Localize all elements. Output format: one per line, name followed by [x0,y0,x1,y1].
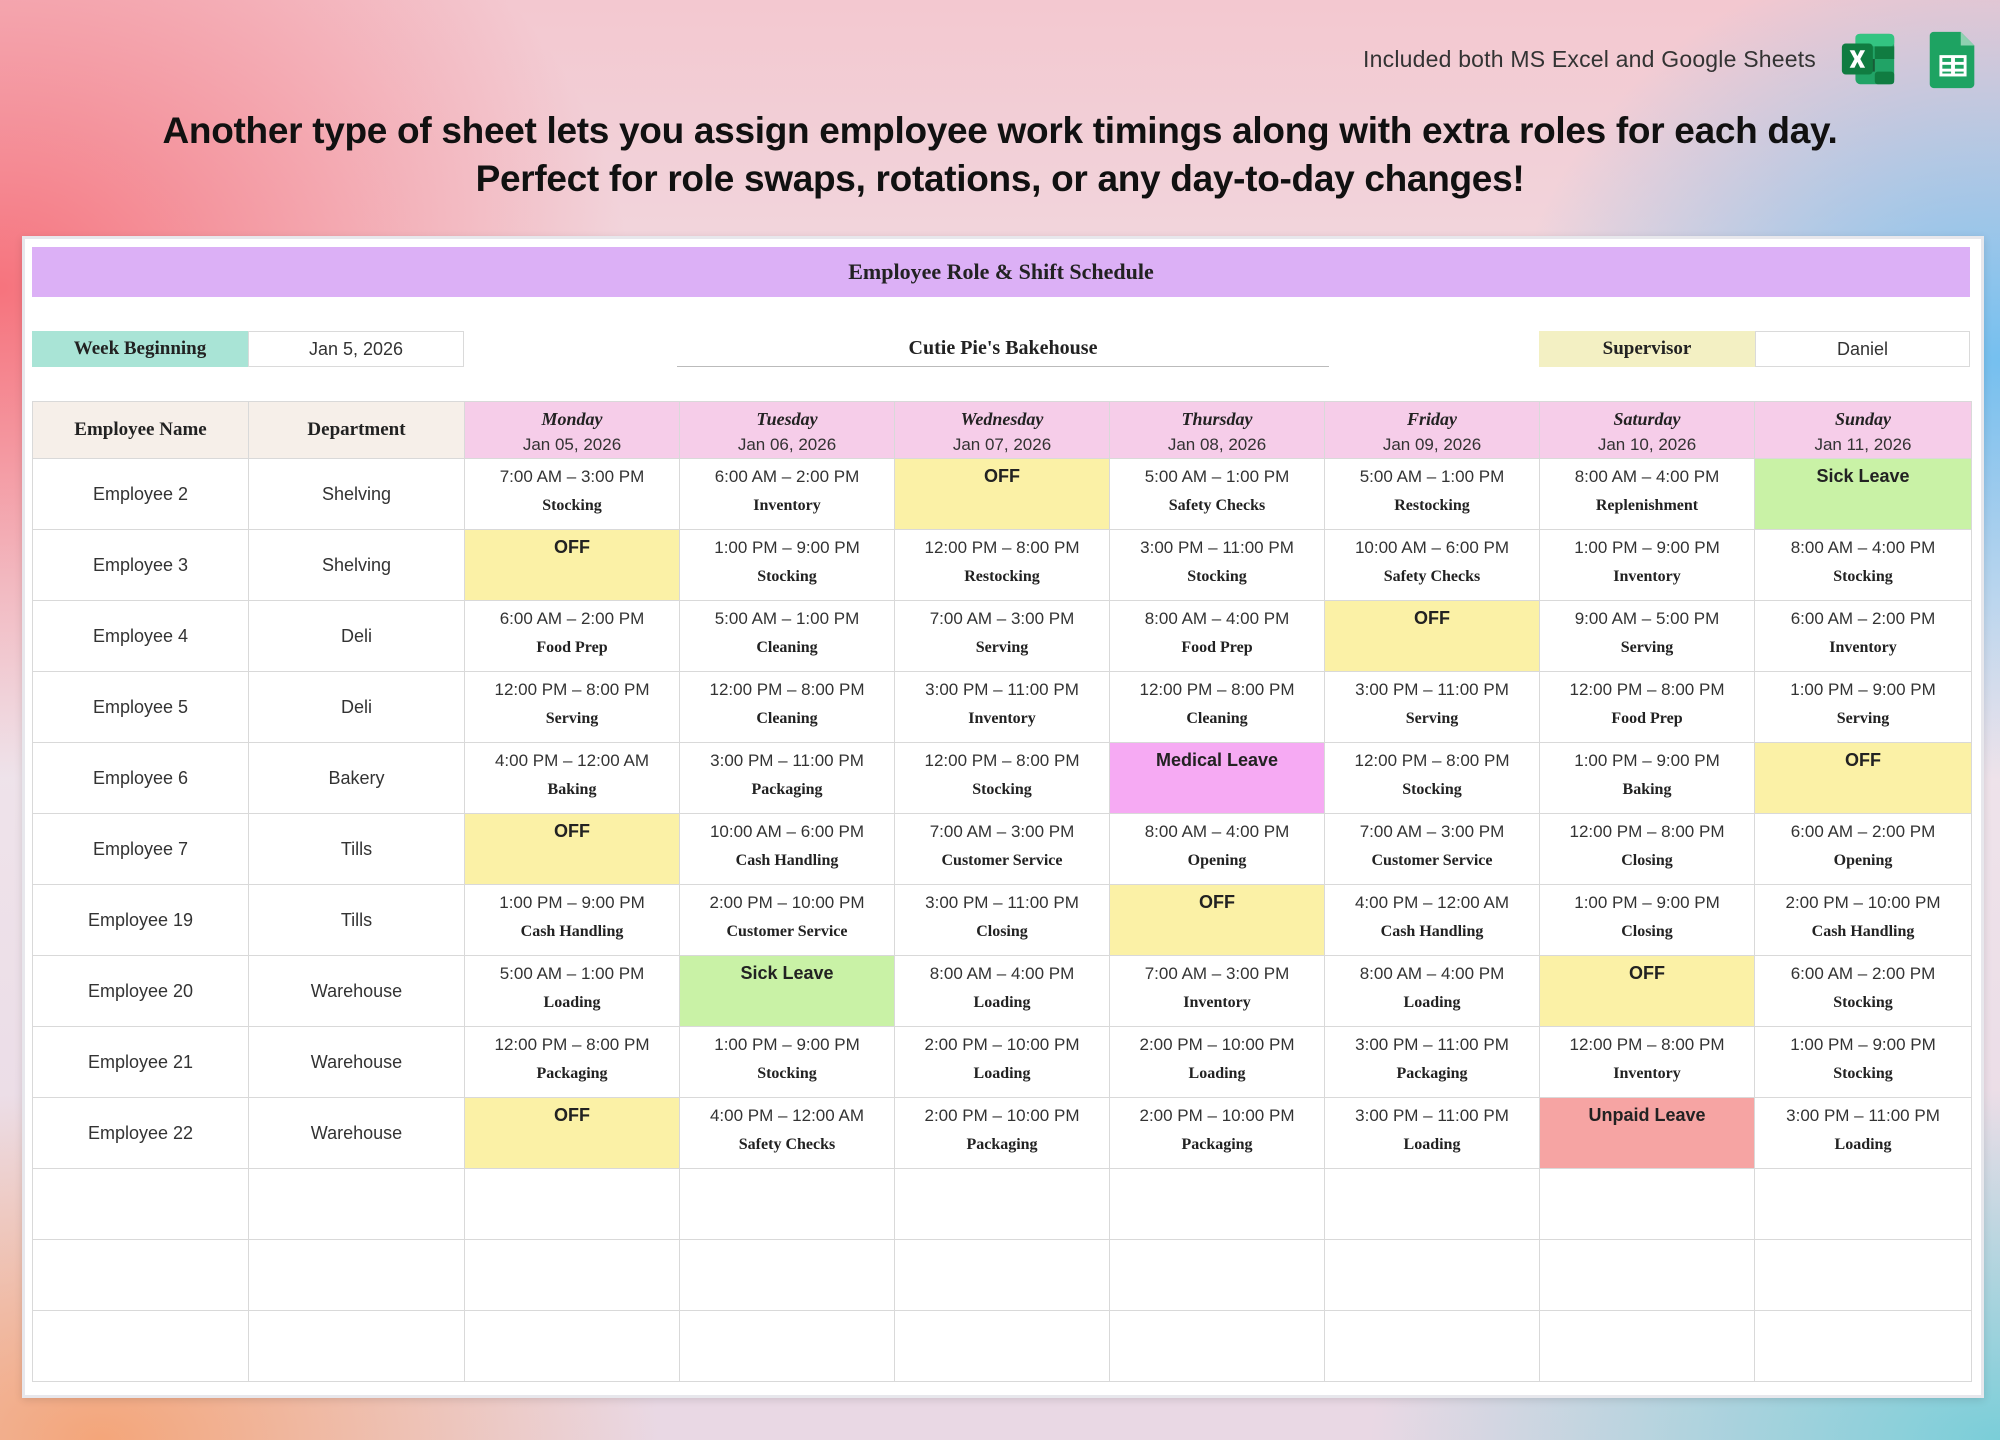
shift-cell[interactable] [1110,814,1325,885]
department-cell[interactable]: Tills [249,885,465,956]
included-note: Included both MS Excel and Google Sheets [1363,46,1816,72]
employee-name-cell[interactable] [33,1240,249,1311]
shift-cell[interactable] [1325,814,1540,885]
employee-name-cell[interactable]: Employee 5 [33,672,249,743]
shift-time: 5:00 AM – 1:00 PM [714,609,860,628]
shift-role: Inventory [1183,994,1251,1011]
shift-cell[interactable] [1540,1311,1755,1382]
header-row [33,402,1972,459]
shift-cell[interactable] [895,459,1110,530]
day-date: Jan 05, 2026 [522,434,622,454]
shift-role: Stocking [1402,781,1462,798]
google-sheets-icon [1922,28,1984,90]
shift-time: 7:00 AM – 3:00 PM [1359,822,1505,841]
shift-cell[interactable] [465,1027,680,1098]
shift-role: Customer Service [726,923,848,940]
shift-time: 1:00 PM – 9:00 PM [1574,751,1720,770]
shift-cell[interactable] [895,1240,1110,1311]
employee-name-cell[interactable]: Employee 20 [33,956,249,1027]
shift-time: 7:00 AM – 3:00 PM [499,467,645,486]
shift-role: Safety Checks [738,1136,836,1153]
shift-status: OFF [554,821,590,841]
column-header-department: Department [249,402,465,459]
shift-cell[interactable] [1110,672,1325,743]
shift-cell[interactable] [1540,601,1755,672]
shift-cell[interactable] [1540,1027,1755,1098]
department-cell[interactable]: Warehouse [249,956,465,1027]
shift-time: 6:00 AM – 2:00 PM [499,609,645,628]
department-cell[interactable]: Bakery [249,743,465,814]
shift-time: 5:00 AM – 1:00 PM [499,964,645,983]
shift-time: 7:00 AM – 3:00 PM [929,609,1075,628]
shift-cell[interactable] [895,885,1110,956]
table-row [33,956,1972,1027]
shift-cell[interactable] [1325,601,1540,672]
shift-time: 8:00 AM – 4:00 PM [1144,822,1290,841]
day-date: Jan 09, 2026 [1382,434,1482,454]
shift-time: 2:00 PM – 10:00 PM [924,1106,1080,1125]
shift-time: 7:00 AM – 3:00 PM [1144,964,1290,983]
department-cell[interactable]: Deli [249,672,465,743]
shift-time: 1:00 PM – 9:00 PM [1574,893,1720,912]
shift-role: Safety Checks [1168,497,1266,514]
shift-role: Stocking [1833,1065,1893,1082]
shift-role: Packaging [536,1065,608,1082]
shift-role: Cleaning [756,710,818,727]
employee-name-cell[interactable]: Employee 7 [33,814,249,885]
shift-time: 12:00 PM – 8:00 PM [1569,822,1725,841]
shift-cell[interactable] [465,1240,680,1311]
shift-cell[interactable] [1755,814,1972,885]
day-name: Friday [1406,408,1457,429]
shift-role: Packaging [966,1136,1038,1153]
day-name: Saturday [1613,408,1681,429]
shift-role: Closing [1621,852,1673,869]
shift-status: OFF [1414,608,1450,628]
shift-cell[interactable] [1325,956,1540,1027]
headline-line-1: Another type of sheet lets you assign employee work timings along with extra roles for each day. [162,110,1838,151]
table-row [33,1169,1972,1240]
shift-role: Inventory [1613,1065,1681,1082]
shift-time: 8:00 AM – 4:00 PM [1790,538,1936,557]
shift-time: 1:00 PM – 9:00 PM [499,893,645,912]
day-header-sunday [1755,402,1972,459]
shift-cell[interactable] [680,530,895,601]
shift-time: 3:00 PM – 11:00 PM [1355,680,1509,699]
shift-cell[interactable] [1325,672,1540,743]
employee-name-cell[interactable]: Employee 2 [33,459,249,530]
shift-time: 1:00 PM – 9:00 PM [714,1035,860,1054]
table-row [33,601,1972,672]
day-name: Wednesday [960,408,1044,429]
shift-cell[interactable] [1540,459,1755,530]
shift-cell[interactable] [680,672,895,743]
week-beginning-label: Week Beginning [32,331,248,367]
shift-cell[interactable] [1325,885,1540,956]
shift-time: 4:00 PM – 12:00 AM [494,751,650,770]
supervisor-label: Supervisor [1539,331,1755,367]
shift-cell[interactable] [1755,885,1972,956]
shift-role: Cash Handling [1811,923,1915,940]
shift-cell[interactable] [465,601,680,672]
shift-role: Stocking [757,568,817,585]
shift-time: 2:00 PM – 10:00 PM [709,893,865,912]
shift-role: Restocking [964,568,1040,585]
shift-role: Closing [976,923,1028,940]
schedule-table [32,401,1972,1382]
shift-time: 2:00 PM – 10:00 PM [1139,1035,1295,1054]
shift-cell[interactable] [895,1311,1110,1382]
shift-time: 2:00 PM – 10:00 PM [924,1035,1080,1054]
shift-time: 6:00 AM – 2:00 PM [714,467,860,486]
shift-cell[interactable] [465,459,680,530]
table-row [33,1240,1972,1311]
shift-role: Closing [1621,923,1673,940]
employee-name-cell[interactable] [33,1169,249,1240]
shift-time: 12:00 PM – 8:00 PM [494,1035,650,1054]
shift-cell[interactable] [680,814,895,885]
shift-role: Customer Service [941,852,1063,869]
shift-role: Serving [975,639,1029,656]
shift-cell[interactable] [1540,1169,1755,1240]
shift-cell[interactable] [1110,1098,1325,1169]
shift-role: Customer Service [1371,852,1493,869]
day-header-tuesday [680,402,895,459]
shift-time: 5:00 AM – 1:00 PM [1359,467,1505,486]
shift-role: Cleaning [1186,710,1248,727]
shift-role: Packaging [1396,1065,1468,1082]
sheet-title: Employee Role & Shift Schedule [32,247,1970,297]
shift-cell[interactable] [895,672,1110,743]
shift-cell[interactable] [680,1311,895,1382]
shift-role: Loading [1188,1065,1246,1082]
day-header-thursday [1110,402,1325,459]
shift-time: 1:00 PM – 9:00 PM [1790,680,1936,699]
shift-cell[interactable] [1325,1027,1540,1098]
shift-role: Stocking [1833,994,1893,1011]
shift-status: Unpaid Leave [1588,1105,1706,1125]
shift-role: Stocking [757,1065,817,1082]
shift-status: OFF [1199,892,1235,912]
shift-role: Loading [973,994,1031,1011]
shift-role: Loading [1403,1136,1461,1153]
shift-time: 3:00 PM – 11:00 PM [925,893,1079,912]
shift-time: 4:00 PM – 12:00 AM [709,1106,865,1125]
shift-role: Opening [1833,852,1893,869]
shift-time: 12:00 PM – 8:00 PM [1139,680,1295,699]
shift-role: Safety Checks [1383,568,1481,585]
day-name: Thursday [1181,408,1253,429]
day-header-friday [1325,402,1540,459]
supervisor-value[interactable]: Daniel [1755,331,1970,367]
shift-time: 12:00 PM – 8:00 PM [924,538,1080,557]
shift-cell[interactable] [895,1169,1110,1240]
shift-cell[interactable] [1110,885,1325,956]
shift-role: Cash Handling [1380,923,1484,940]
shift-cell[interactable] [1110,601,1325,672]
shift-cell[interactable] [895,1027,1110,1098]
shift-role: Loading [973,1065,1031,1082]
shift-role: Cash Handling [520,923,624,940]
shift-cell[interactable] [1110,743,1325,814]
day-header-wednesday [895,402,1110,459]
day-date: Jan 07, 2026 [952,434,1052,454]
shift-cell[interactable] [465,956,680,1027]
shift-role: Food Prep [1611,710,1683,727]
department-cell[interactable] [249,1240,465,1311]
shift-time: 10:00 AM – 6:00 PM [1354,538,1510,557]
shift-time: 1:00 PM – 9:00 PM [714,538,860,557]
employee-name-cell[interactable]: Employee 19 [33,885,249,956]
shift-cell[interactable] [680,1098,895,1169]
shift-cell[interactable] [680,1027,895,1098]
shift-time: 7:00 AM – 3:00 PM [929,822,1075,841]
shift-time: 2:00 PM – 10:00 PM [1785,893,1941,912]
shift-status: OFF [1629,963,1665,983]
shift-role: Serving [545,710,599,727]
shift-role: Loading [1834,1136,1892,1153]
shift-role: Inventory [753,497,821,514]
day-name: Sunday [1834,408,1892,429]
department-cell[interactable]: Deli [249,601,465,672]
shift-cell[interactable] [1540,1240,1755,1311]
shift-cell[interactable] [1755,956,1972,1027]
shift-cell[interactable] [465,885,680,956]
shift-role: Inventory [1829,639,1897,656]
table-row [33,1098,1972,1169]
shift-cell[interactable] [1540,885,1755,956]
shift-cell[interactable] [1110,1240,1325,1311]
shift-time: 9:00 AM – 5:00 PM [1574,609,1720,628]
shift-cell[interactable] [1325,1098,1540,1169]
shift-role: Packaging [1181,1136,1253,1153]
shift-cell[interactable] [1325,743,1540,814]
shift-status: OFF [554,1105,590,1125]
shift-cell[interactable] [895,956,1110,1027]
shift-time: 8:00 AM – 4:00 PM [1144,609,1290,628]
department-cell[interactable]: Tills [249,814,465,885]
day-date: Jan 06, 2026 [737,434,837,454]
shift-cell[interactable] [680,743,895,814]
shift-time: 3:00 PM – 11:00 PM [925,680,1079,699]
employee-name-cell[interactable]: Employee 22 [33,1098,249,1169]
shift-cell[interactable] [1110,459,1325,530]
shift-role: Food Prep [536,639,608,656]
shift-time: 1:00 PM – 9:00 PM [1790,1035,1936,1054]
shift-role: Replenishment [1595,497,1699,514]
shift-cell[interactable] [465,814,680,885]
business-name[interactable]: Cutie Pie's Bakehouse [677,331,1329,367]
department-cell[interactable]: Shelving [249,459,465,530]
table-row [33,885,1972,956]
employee-name-cell[interactable] [33,1311,249,1382]
shift-role: Inventory [1613,568,1681,585]
employee-name-cell[interactable]: Employee 4 [33,601,249,672]
shift-status: Sick Leave [740,963,834,983]
shift-cell[interactable] [465,672,680,743]
shift-role: Loading [1403,994,1461,1011]
shift-status: Sick Leave [1816,466,1910,486]
shift-role: Cash Handling [735,852,839,869]
table-row [33,672,1972,743]
table-row [33,530,1972,601]
department-cell[interactable]: Warehouse [249,1027,465,1098]
shift-cell[interactable] [1540,743,1755,814]
shift-cell[interactable] [1325,530,1540,601]
shift-role: Stocking [1187,568,1247,585]
shift-role: Stocking [972,781,1032,798]
shift-cell[interactable] [1755,1240,1972,1311]
day-date: Jan 10, 2026 [1597,434,1697,454]
shift-cell[interactable] [680,601,895,672]
shift-role: Serving [1836,710,1890,727]
shift-role: Inventory [968,710,1036,727]
shift-time: 12:00 PM – 8:00 PM [494,680,650,699]
shift-cell[interactable] [465,743,680,814]
department-cell[interactable]: Warehouse [249,1098,465,1169]
employee-name-cell[interactable]: Employee 3 [33,530,249,601]
shift-cell[interactable] [1755,1098,1972,1169]
table-row [33,1027,1972,1098]
table-row [33,743,1972,814]
shift-cell[interactable] [1110,1027,1325,1098]
shift-role: Serving [1620,639,1674,656]
shift-time: 12:00 PM – 8:00 PM [709,680,865,699]
shift-time: 3:00 PM – 11:00 PM [1355,1106,1509,1125]
shift-cell[interactable] [1755,743,1972,814]
shift-cell[interactable] [895,530,1110,601]
table-row [33,814,1972,885]
day-date: Jan 08, 2026 [1167,434,1267,454]
shift-cell[interactable] [1325,1311,1540,1382]
column-header-employee: Employee Name [33,402,249,459]
department-cell[interactable] [249,1311,465,1382]
shift-cell[interactable] [1325,1240,1540,1311]
shift-cell[interactable] [465,1311,680,1382]
shift-cell[interactable] [1110,1311,1325,1382]
shift-status: OFF [1845,750,1881,770]
department-cell[interactable]: Shelving [249,530,465,601]
day-name: Monday [541,408,603,429]
shift-time: 3:00 PM – 11:00 PM [1140,538,1294,557]
shift-time: 1:00 PM – 9:00 PM [1574,538,1720,557]
shift-role: Loading [543,994,601,1011]
shift-cell[interactable] [680,459,895,530]
shift-role: Serving [1405,710,1459,727]
shift-time: 8:00 AM – 4:00 PM [929,964,1075,983]
shift-cell[interactable] [1755,1311,1972,1382]
shift-role: Food Prep [1181,639,1253,656]
shift-time: 6:00 AM – 2:00 PM [1790,964,1936,983]
shift-cell[interactable] [1540,1098,1755,1169]
day-header-saturday [1540,402,1755,459]
shift-cell[interactable] [1540,814,1755,885]
shift-cell[interactable] [680,1240,895,1311]
shift-cell[interactable] [1540,530,1755,601]
shift-cell[interactable] [895,601,1110,672]
shift-cell[interactable] [895,743,1110,814]
shift-cell[interactable] [1755,459,1972,530]
employee-name-cell[interactable]: Employee 21 [33,1027,249,1098]
shift-role: Opening [1187,852,1247,869]
day-name: Tuesday [756,408,818,429]
schedule-sheet [22,236,1984,1398]
department-cell[interactable] [249,1169,465,1240]
shift-role: Baking [547,781,597,798]
shift-role: Stocking [1833,568,1893,585]
shift-cell[interactable] [1755,672,1972,743]
shift-time: 12:00 PM – 8:00 PM [1354,751,1510,770]
shift-time: 8:00 AM – 4:00 PM [1574,467,1720,486]
shift-cell[interactable] [1755,601,1972,672]
shift-time: 12:00 PM – 8:00 PM [1569,1035,1725,1054]
shift-time: 12:00 PM – 8:00 PM [1569,680,1725,699]
shift-cell[interactable] [680,956,895,1027]
shift-cell[interactable] [1325,1169,1540,1240]
shift-cell[interactable] [895,1098,1110,1169]
shift-cell[interactable] [1110,1169,1325,1240]
shift-cell[interactable] [465,530,680,601]
shift-time: 3:00 PM – 11:00 PM [1786,1106,1940,1125]
shift-time: 3:00 PM – 11:00 PM [1355,1035,1509,1054]
shift-cell[interactable] [1540,956,1755,1027]
schedule-body [33,459,1972,1382]
employee-name-cell[interactable]: Employee 6 [33,743,249,814]
shift-cell[interactable] [1755,1169,1972,1240]
shift-cell[interactable] [1755,530,1972,601]
table-row [33,459,1972,530]
day-date: Jan 11, 2026 [1814,434,1912,454]
shift-status: Medical Leave [1155,750,1279,770]
headline-line-2: Perfect for role swaps, rotations, or any day-to-day changes! [475,158,1525,199]
week-beginning-value[interactable]: Jan 5, 2026 [248,331,464,367]
shift-cell[interactable] [1540,672,1755,743]
shift-role: Packaging [751,781,823,798]
table-row [33,1311,1972,1382]
shift-role: Restocking [1394,497,1470,514]
excel-icon [1838,28,1900,90]
shift-time: 12:00 PM – 8:00 PM [924,751,1080,770]
shift-time: 6:00 AM – 2:00 PM [1790,822,1936,841]
shift-cell[interactable] [1110,956,1325,1027]
shift-time: 5:00 AM – 1:00 PM [1144,467,1290,486]
shift-cell[interactable] [1110,530,1325,601]
shift-time: 2:00 PM – 10:00 PM [1139,1106,1295,1125]
shift-time: 4:00 PM – 12:00 AM [1354,893,1510,912]
shift-role: Cleaning [756,639,818,656]
shift-time: 8:00 AM – 4:00 PM [1359,964,1505,983]
shift-time: 6:00 AM – 2:00 PM [1790,609,1936,628]
shift-status: OFF [554,537,590,557]
shift-cell[interactable] [895,814,1110,885]
shift-cell[interactable] [680,885,895,956]
shift-cell[interactable] [1755,1027,1972,1098]
shift-cell[interactable] [465,1169,680,1240]
shift-cell[interactable] [680,1169,895,1240]
shift-role: Stocking [542,497,602,514]
shift-cell[interactable] [1325,459,1540,530]
shift-cell[interactable] [465,1098,680,1169]
shift-time: 3:00 PM – 11:00 PM [710,751,864,770]
day-header-monday [465,402,680,459]
shift-role: Baking [1622,781,1672,798]
shift-status: OFF [984,466,1020,486]
shift-time: 10:00 AM – 6:00 PM [709,822,865,841]
